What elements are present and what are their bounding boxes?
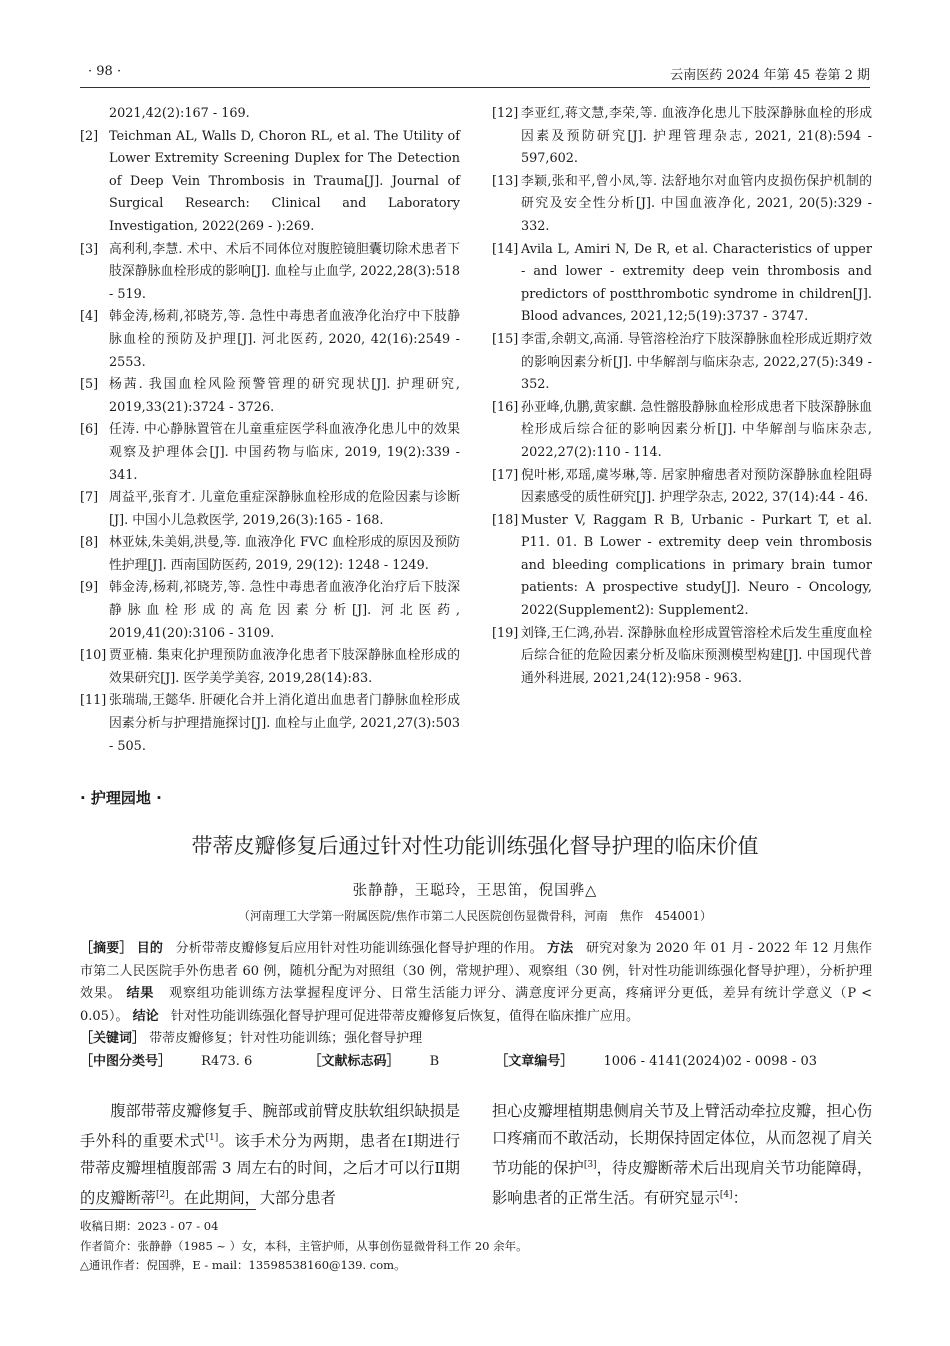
reference-item: [19] 刘锋,王仁鸿,孙岩. 深静脉血栓形成置管溶栓术后发生重度血栓后综合征的危险因素分析及临床预测模型构建[J]. 中国现代普通外科进展, 2021,24(12):958 - 963. [492, 625, 872, 686]
reference-item: [2] Teichman AL, Walls D, Choron RL, et al. The Utility of Lower Extremity Screening Duplex for The Detection of Deep Vein Thrombosis in Trauma[J]. Journal of Surgical Research: Clinical and Laboratory Investigation, 2022(269 - ):269. [80, 128, 460, 234]
footnote-rule [80, 1209, 256, 1210]
keywords-label: ［关键词］ [80, 1031, 146, 1046]
reference-item: [15] 李雷,余朝文,高涌. 导管溶栓治疗下肢深静脉血栓形成近期疗效的影响因素分析[J]. 中华解剖与临床杂志, 2022,27(5):349 - 352. [492, 331, 872, 393]
received-date: 收稿日期：2023 - 07 - 04 [80, 1219, 219, 1233]
doc-code-label: ［文献标志码］ [308, 1053, 400, 1069]
conclusion-label: 结论 [132, 1008, 159, 1024]
citation: [4] [719, 1190, 733, 1201]
reference-item: [17] 倪叶彬,邓瑶,虞岑琳,等. 居家肿瘤患者对预防深静脉血栓阻碍因素感受的质性研究[J]. 护理学杂志, 2022, 37(14):44 - 46. [492, 467, 872, 506]
reference-item: [16] 孙亚峰,仇鹏,黄家麒. 急性髂股静脉血栓形成患者下肢深静脉血栓形成后综合征的影响因素分析[J]. 中华解剖与临床杂志, 2022,27(2):110 - 114. [492, 399, 872, 460]
objective-text: 分析带蒂皮瓣修复后应用针对性功能训练强化督导护理的作用。 [175, 941, 543, 956]
abstract-label: ［摘要］ [80, 941, 133, 956]
header-rule [80, 87, 870, 88]
section-label: · 护理园地 · [80, 789, 162, 807]
reference-item: [9] 韩金涛,杨莉,祁晓芳,等. 急性中毒患者血液净化治疗后下肢深静脉血栓形成的高危因素分析[J]. 河北医药, 2019,41(20):3106 - 3109. [80, 580, 460, 641]
citation: [2] [155, 1190, 169, 1201]
references-right-column [492, 103, 872, 690]
doc-code-value: B [429, 1053, 440, 1069]
reference-item: [14] Avila L, Amiri N, De R, et al. Characteristics of upper - and lower - extremity deep vein thrombosis and predictors of postthrombotic syndrome in children[J]. Blood advances, 2021,12;5(19):3737 - 3747. [492, 241, 872, 325]
keywords: 带蒂皮瓣修复；针对性功能训练；强化督导护理 [149, 1031, 423, 1046]
references-left-column [80, 103, 460, 758]
methods-label: 方法 [547, 941, 574, 956]
page-number: · 98 · [88, 64, 122, 79]
results-label: 结果 [126, 986, 155, 1001]
article-no-label: ［文章编号］ [495, 1053, 574, 1069]
reference-item: [12] 李亚红,蒋文慧,李荣,等. 血液净化患儿下肢深静脉血栓的形成因素及预防研究[J]. 护理管理杂志, 2021, 21(8):594 - 597,602. [492, 106, 872, 167]
article-title: 带蒂皮瓣修复后通过针对性功能训练强化督导护理的临床价值 [191, 834, 759, 858]
results-text: 观察组功能训练方法掌握程度评分、日常生活能力评分、满意度评分更高，疼痛评分更低，差异有统计学意义（P < 0.05）。 [80, 986, 872, 1024]
methods-text: 研究对象为 2020 年 01 月 - 2022 年 12 月焦作市第二人民医院手外伤患者 60 例，随机分配为对照组（30 例，常规护理）、观察组（30 例，针对性功能训练强化督导护理），分析护理效果。 [80, 941, 872, 1001]
reference-item: [11] 张瑞瑞,王懿华. 肝硬化合并上消化道出血患者门静脉血栓形成因素分析与护理措施探讨[J]. 血栓与止血学, 2021,27(3):503 - 505. [80, 693, 460, 754]
reference-item: [18] Muster V, Raggam R B, Urbanic - Purkart T, et al. P11. 01. B Lower - extremity deep vein thrombosis and bleeding complications in primary brain tumor patients: A prospective study[J]. Neuro - Oncology, 2022(Supplement2): Supplement2. [492, 512, 872, 619]
body-left-column [80, 1098, 460, 1212]
footnotes [80, 1217, 528, 1276]
reference-item: [5] 杨茜. 我国血栓风险预警管理的研究现状[J]. 护理研究, 2019,33(21):3724 - 3726. [80, 377, 460, 415]
clc-value: R473. 6 [201, 1053, 253, 1069]
keywords-row [80, 1028, 872, 1051]
reference-item: [4] 韩金涛,杨莉,祁晓芳,等. 急性中毒患者血液净化治疗中下肢静脉血栓的预防及护理[J]. 河北医药, 2020, 42(16):2549 - 2553. [80, 309, 460, 370]
citation: [3] [583, 1160, 597, 1170]
conclusion-text: 针对性功能训练强化督导护理可促进带蒂皮瓣修复后恢复，值得在临床推广应用。 [171, 1008, 640, 1024]
corresponding-author: △通讯作者：倪国骅，E - mail：13598538160@139. com。 [80, 1258, 406, 1272]
journal-header: 云南医药 2024 年第 45 卷第 2 期 [670, 68, 870, 83]
reference-item: 2021,42(2):167 - 169. [109, 106, 250, 121]
body-paragraph: 担心皮瓣埋植期患侧肩关节及上臂活动牵拉皮瓣，担心伤口疼痛而不敢活动，长期保持固定体位，从而忽视了肩关节功能的保护[3]，待皮瓣断蒂术后出现肩关节功能障碍，影响患者的正常生活。有研究显示[4]： [492, 1102, 873, 1208]
article-no-value: 1006 - 4141(2024)02 - 0098 - 03 [603, 1053, 817, 1069]
clc-label: ［中图分类号］ [80, 1053, 172, 1069]
classification-row [80, 1051, 872, 1074]
reference-item: [6] 任涛. 中心静脉置管在儿童重症医学科血液净化患儿中的效果观察及护理体会[J]. 中国药物与临床, 2019, 19(2):339 - 341. [80, 422, 460, 483]
reference-item: [8] 林亚妹,朱美娟,洪曼,等. 血液净化 FVC 血栓形成的原因及预防性护理[J]. 西南国防医药, 2019, 29(12): 1248 - 1249. [80, 535, 460, 573]
objective-label: 目的 [136, 941, 163, 956]
body-right-column [492, 1098, 872, 1212]
body-paragraph: 腹部带蒂皮瓣修复手、腕部或前臂皮肤软组织缺损是手外科的重要术式[1]。该手术分为两期，患者在Ⅰ期进行带蒂皮瓣埋植腹部需 3 周左右的时间，之后才可以行Ⅱ期的皮瓣断蒂[2]。在此期间，大部分患者 [80, 1102, 461, 1208]
reference-item: [13] 李颖,张和平,曾小凤,等. 法舒地尔对血管内皮损伤保护机制的研究及安全性分析[J]. 中国血液净化, 2021, 20(5):329 - 332. [492, 173, 872, 234]
abstract [80, 938, 872, 1028]
author-bio: 作者简介：张静静（1985 ~ ）女，本科，主管护师，从事创伤显微骨科工作 20 余年。 [80, 1238, 528, 1253]
abstract-block [80, 938, 872, 1073]
reference-item: [7] 周益平,张育才. 儿童危重症深静脉血栓形成的危险因素与诊断[J]. 中国小儿急救医学, 2019,26(3):165 - 168. [80, 490, 460, 528]
citation: [1] [205, 1133, 219, 1143]
authors: 张静静，王聪玲，王思笛，倪国骅△ [352, 883, 598, 899]
affiliation: （河南理工大学第一附属医院/焦作市第二人民医院创伤显微骨科，河南 焦作 454001） [238, 909, 712, 923]
reference-item: [10] 贾亚楠. 集束化护理预防血液净化患者下肢深静脉血栓形成的效果研究[J]. 医学美学美容, 2019,28(14):83. [80, 648, 460, 686]
reference-item: [3] 高利利,李慧. 术中、术后不同体位对腹腔镜胆囊切除术患者下肢深静脉血栓形成的影响[J]. 血栓与止血学, 2022,28(3):518 - 519. [80, 241, 460, 302]
